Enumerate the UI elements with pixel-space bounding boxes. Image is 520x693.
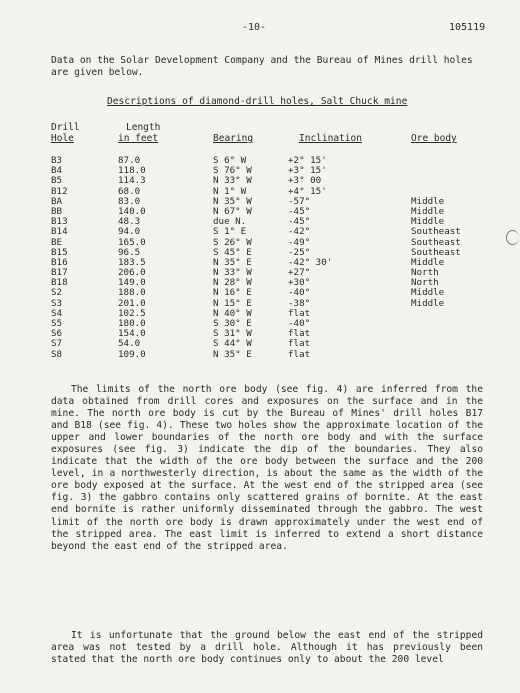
bearing-cell: N 40° W <box>213 307 252 319</box>
table-row <box>0 268 520 278</box>
length-cell: 180.0 <box>118 318 146 329</box>
bearing-cell: S 6° W <box>213 155 247 166</box>
drill-hole-cell: S6 <box>51 328 63 340</box>
ore-body-cell: North <box>411 267 439 279</box>
length-cell: 188.0 <box>118 287 146 299</box>
inclination-cell: +30° <box>288 277 311 289</box>
bearing-cell: N 33° W <box>213 267 252 279</box>
inclination-cell: -49° <box>288 236 311 248</box>
inclination-cell: -57° <box>288 195 311 207</box>
bearing-cell: S 31° W <box>213 328 252 340</box>
drill-hole-cell: B14 <box>51 226 68 238</box>
ore-body-cell: Middle <box>411 287 445 299</box>
paragraph-north-ore-body: The limits of the north ore body (see fig. 4) are inferred from the data obtained from drill cores and exposures on the surface and in the mine. The north ore body is cut by the Bureau of Mines' drill holes B17 and B18 (see fig. 4). These two holes show the approximate location of the upper and lower boundaries of the north ore body and with the surface exposures (see fig. 3) indicate the dip of the boundaries. They also indicate that the width of the ore body between the surface and the 200 level, in a northwesterly direction, is about the same as the width of the ore body exposed at the surface. At the west end of the stripped area (see fig. 3) the gabbro contains only scattered grains of bornite. At the east end bornite is rather uniformly disseminated through the gabbro. The west limit of the north ore body is drawn approximately under the west end of the stripped area. The east limit is inferred to extend a short distance beyond the east end of the stripped area. <box>51 384 483 552</box>
drill-hole-cell: B12 <box>51 185 68 197</box>
drill-hole-cell: S8 <box>51 348 63 360</box>
ore-body-cell: Southeast <box>411 236 461 248</box>
page-number: -10- <box>242 22 267 33</box>
table-row <box>0 339 520 349</box>
inclination-cell: flat <box>288 348 311 360</box>
length-cell: 165.0 <box>118 236 146 248</box>
header-hole: Hole <box>51 133 74 144</box>
bearing-cell: N 1° W <box>213 185 247 197</box>
inclination-cell: flat <box>288 328 311 340</box>
drill-hole-cell: BE <box>51 236 63 248</box>
drill-hole-table <box>0 156 520 360</box>
length-cell: 140.0 <box>118 205 146 217</box>
header-drill: Drill <box>51 122 80 133</box>
drill-hole-cell: S4 <box>51 307 63 319</box>
inclination-cell: flat <box>288 338 311 350</box>
length-cell: 118.0 <box>118 165 146 177</box>
bearing-cell: N 35° E <box>213 348 252 360</box>
bearing-cell: N 35° W <box>213 195 252 207</box>
drill-hole-cell: B15 <box>51 246 68 258</box>
bearing-cell: N 67° W <box>213 205 252 217</box>
drill-hole-cell: B17 <box>51 267 68 279</box>
length-cell: 206.0 <box>118 267 146 279</box>
length-cell: 114.3 <box>118 175 146 187</box>
header-length: Length <box>126 122 161 133</box>
bearing-cell: N 16° E <box>213 287 252 299</box>
table-row <box>0 176 520 186</box>
inclination-cell: -40° <box>288 318 311 329</box>
length-cell: 201.0 <box>118 297 146 309</box>
drill-hole-cell: B16 <box>51 256 68 268</box>
inclination-cell: -40° <box>288 287 311 299</box>
bearing-cell: N 28° W <box>213 277 252 289</box>
drill-hole-cell: B13 <box>51 216 68 228</box>
ore-body-cell: North <box>411 277 439 289</box>
table-row <box>0 319 520 329</box>
drill-hole-cell: B18 <box>51 277 68 289</box>
inclination-cell: +2° 15' <box>288 155 327 166</box>
drill-hole-cell: S3 <box>51 297 63 309</box>
inclination-cell: +3° 15' <box>288 165 327 177</box>
drill-hole-cell: B4 <box>51 165 63 177</box>
table-row <box>0 350 520 360</box>
inclination-cell: flat <box>288 307 311 319</box>
ore-body-cell: Middle <box>411 297 445 309</box>
bearing-cell: S 45° E <box>213 246 252 258</box>
binder-hole-mark <box>506 230 519 245</box>
inclination-cell: -45° <box>288 205 311 217</box>
inclination-cell: -25° <box>288 246 311 258</box>
table-row <box>0 258 520 268</box>
bearing-cell: N 35° E <box>213 256 252 268</box>
ore-body-cell: Middle <box>411 205 445 217</box>
paragraph-east-end: It is unfortunate that the ground below the east end of the stripped area was not tested by a drill hole. Although it has previously been stated that the north ore body continues only to about the 200 level <box>51 630 483 666</box>
drill-hole-cell: BB <box>51 205 63 217</box>
intro-text: Data on the Solar Development Company and the Bureau of Mines drill holes are given below. <box>51 55 473 78</box>
table-row <box>0 156 520 166</box>
drill-hole-cell: S2 <box>51 287 63 299</box>
table-row <box>0 166 520 176</box>
inclination-cell: -42° <box>288 226 311 238</box>
bearing-cell: due N. <box>213 216 247 228</box>
inclination-cell: +4° 15' <box>288 185 327 197</box>
header-ore-body: Ore body <box>411 133 457 144</box>
ore-body-cell: Middle <box>411 195 445 207</box>
table-row <box>0 329 520 339</box>
ore-body-cell: Middle <box>411 256 445 268</box>
length-cell: 183.5 <box>118 256 146 268</box>
drill-hole-cell: S7 <box>51 338 63 350</box>
bearing-cell: N 15° E <box>213 297 252 309</box>
ore-body-cell: Middle <box>411 216 445 228</box>
inclination-cell: +3° 00 <box>288 175 322 187</box>
drill-hole-cell: BA <box>51 195 63 207</box>
bearing-cell: S 1° E <box>213 226 247 238</box>
length-cell: 149.0 <box>118 277 146 289</box>
table-row <box>0 309 520 319</box>
bearing-cell: S 26° W <box>213 236 252 248</box>
table-row <box>0 227 520 237</box>
length-cell: 109.0 <box>118 348 146 360</box>
length-cell: 154.0 <box>118 328 146 340</box>
ore-body-cell: Southeast <box>411 246 461 258</box>
length-cell: 54.0 <box>118 338 141 350</box>
inclination-cell: -45° <box>288 216 311 228</box>
document-id: 105119 <box>449 22 486 33</box>
drill-hole-cell: B5 <box>51 175 63 187</box>
length-cell: 96.5 <box>118 246 141 258</box>
drill-hole-cell: B3 <box>51 155 63 166</box>
inclination-cell: -38° <box>288 297 311 309</box>
length-cell: 94.0 <box>118 226 141 238</box>
bearing-cell: S 30° E <box>213 318 252 329</box>
ore-body-cell: Southeast <box>411 226 461 238</box>
inclination-cell: +27° <box>288 267 311 279</box>
length-cell: 87.0 <box>118 155 141 166</box>
bearing-cell: N 33° W <box>213 175 252 187</box>
header-bearing: Bearing <box>213 133 254 144</box>
length-cell: 48.3 <box>118 216 141 228</box>
table-row <box>0 299 520 309</box>
bearing-cell: S 44° W <box>213 338 252 350</box>
bearing-cell: S 76° W <box>213 165 252 177</box>
table-title: Descriptions of diamond-drill holes, Salt Chuck mine <box>107 96 408 107</box>
length-cell: 68.0 <box>118 185 141 197</box>
inclination-cell: -42° 30' <box>288 256 333 268</box>
header-in-feet: in feet <box>118 133 159 144</box>
header-inclination: Inclination <box>299 133 362 144</box>
length-cell: 83.0 <box>118 195 141 207</box>
drill-hole-cell: S5 <box>51 318 63 329</box>
length-cell: 102.5 <box>118 307 146 319</box>
